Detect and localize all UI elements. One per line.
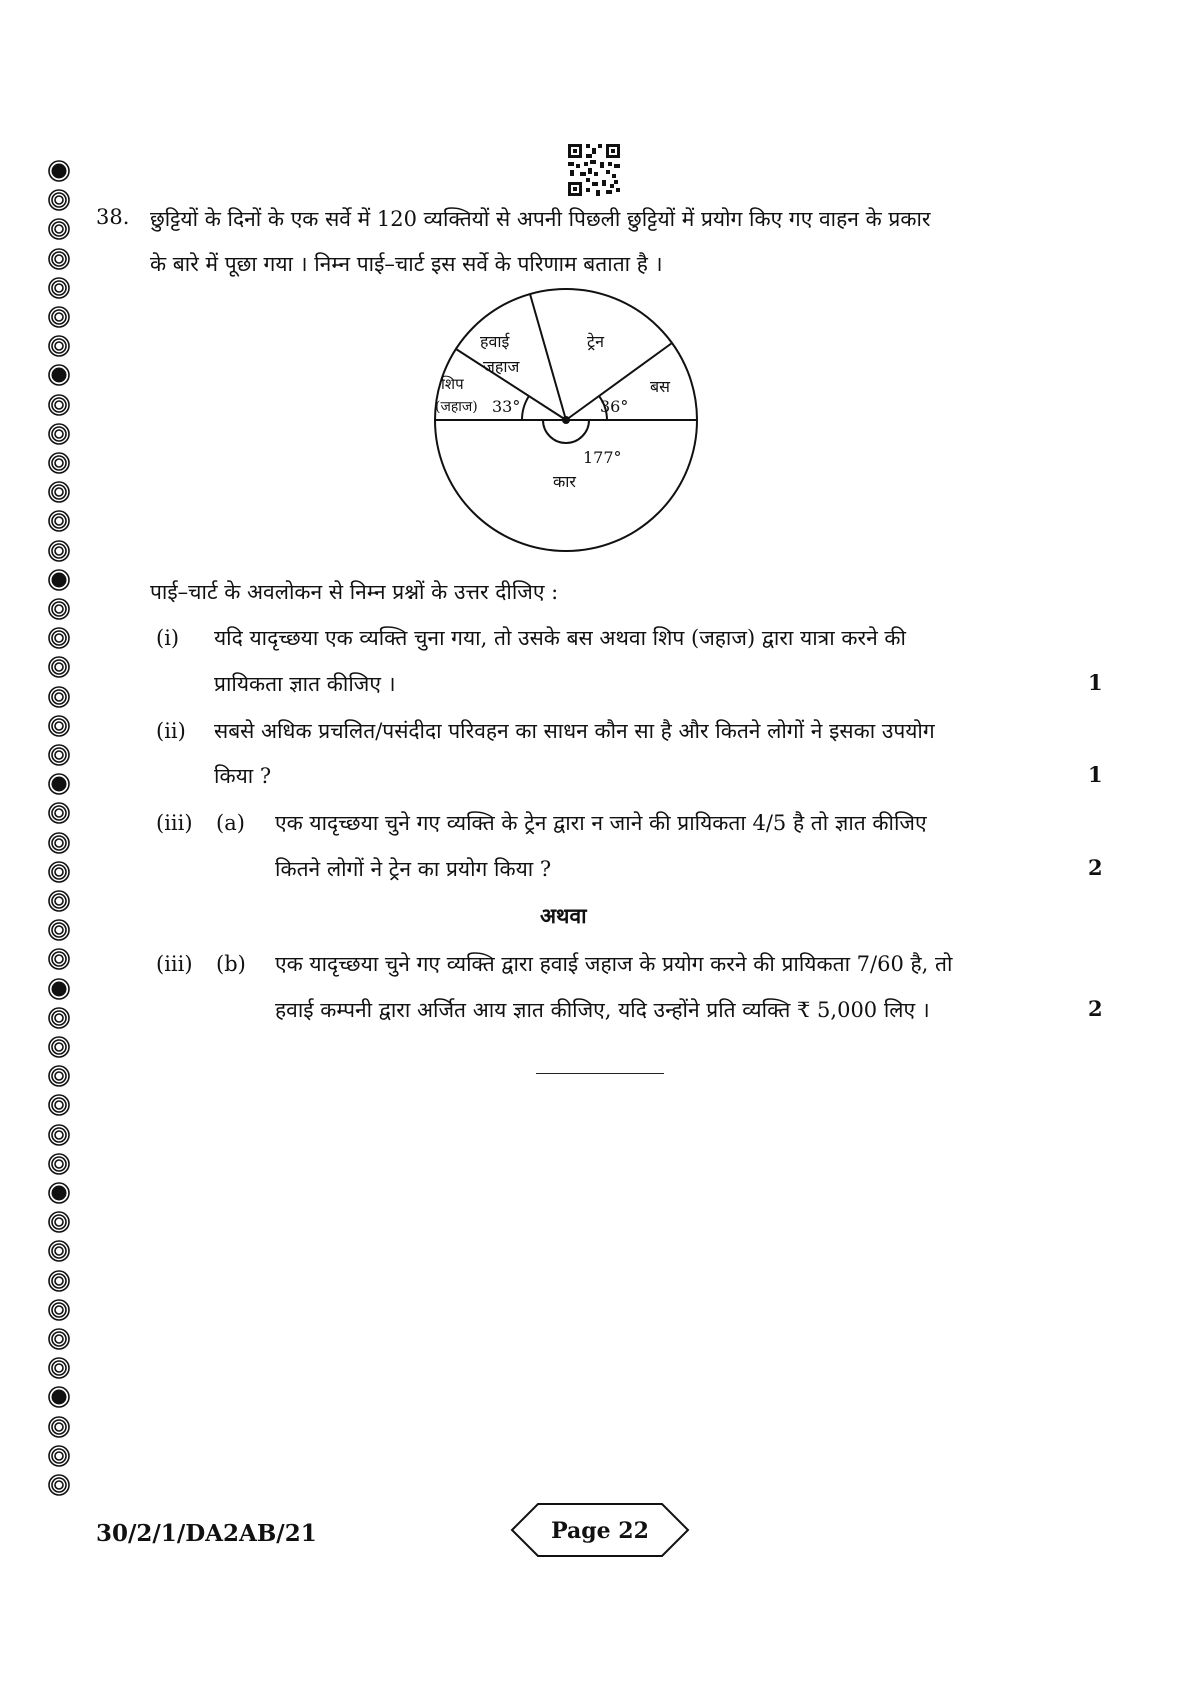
concentric-circle-marker-icon	[48, 715, 70, 737]
question-intro-line2: के बारे में पूछा गया । निम्न पाई–चार्ट इस सर्वे के परिणाम बताता है ।	[150, 252, 663, 276]
concentric-circle-marker-icon	[48, 1328, 70, 1350]
filled-circle-marker-icon	[48, 364, 70, 386]
pie-label-ship-line2: (जहाज)	[435, 399, 478, 415]
part-iiia-sub: (a)	[216, 811, 245, 835]
concentric-circle-marker-icon	[48, 656, 70, 678]
concentric-circle-marker-icon	[48, 423, 70, 445]
part-iiib-marks: 2	[1088, 996, 1103, 1021]
concentric-circle-marker-icon	[48, 1357, 70, 1379]
pie-angle-car: 177°	[583, 448, 622, 467]
pie-label-bus: बस	[650, 377, 670, 396]
concentric-circle-marker-icon	[48, 394, 70, 416]
concentric-circle-marker-icon	[48, 890, 70, 912]
concentric-circle-marker-icon	[48, 802, 70, 824]
pie-chart	[430, 286, 702, 558]
concentric-circle-marker-icon	[48, 1065, 70, 1087]
page-number: Page 22	[551, 1518, 649, 1544]
concentric-circle-marker-icon	[48, 540, 70, 562]
end-of-question-divider	[536, 1073, 664, 1074]
concentric-circle-marker-icon	[48, 1036, 70, 1058]
concentric-circle-marker-icon	[48, 1474, 70, 1496]
filled-circle-marker-icon	[48, 569, 70, 591]
pie-label-air-line2: जहाज	[483, 357, 520, 376]
part-ii-label: (ii)	[156, 719, 186, 743]
pie-label-car: कार	[553, 472, 576, 491]
concentric-circle-marker-icon	[48, 452, 70, 474]
part-i-line2: प्रायिकता ज्ञात कीजिए ।	[214, 672, 396, 696]
concentric-circle-marker-icon	[48, 248, 70, 270]
paper-code: 30/2/1/DA2AB/21	[96, 1520, 317, 1547]
part-iiib-line1: एक यादृच्छया चुने गए व्यक्ति द्वारा हवाई जहाज के प्रयोग करने की प्रायिकता 7/60 है, तो	[275, 952, 953, 976]
concentric-circle-marker-icon	[48, 218, 70, 240]
concentric-circle-marker-icon	[48, 1124, 70, 1146]
page-number-badge	[510, 1502, 690, 1558]
part-iiib-line2: हवाई कम्पनी द्वारा अर्जित आय ज्ञात कीजिए, यदि उन्होंने प्रति व्यक्ति ₹ 5,000 लिए ।	[275, 998, 930, 1022]
part-ii-marks: 1	[1088, 762, 1103, 787]
or-label: अथवा	[540, 903, 587, 928]
part-ii-line2: किया ?	[214, 764, 272, 788]
concentric-circle-marker-icon	[48, 1270, 70, 1292]
concentric-circle-marker-icon	[48, 861, 70, 883]
concentric-circle-marker-icon	[48, 277, 70, 299]
concentric-circle-marker-icon	[48, 306, 70, 328]
concentric-circle-marker-icon	[48, 1445, 70, 1467]
concentric-circle-marker-icon	[48, 1153, 70, 1175]
concentric-circle-marker-icon	[48, 744, 70, 766]
concentric-circle-marker-icon	[48, 1240, 70, 1262]
pie-angle-ship: 33°	[492, 397, 521, 416]
instruction-text: पाई–चार्ट के अवलोकन से निम्न प्रश्नों के उत्तर दीजिए :	[150, 580, 559, 604]
part-i-marks: 1	[1088, 670, 1103, 695]
part-i-label: (i)	[156, 626, 180, 650]
part-iiia-marks: 2	[1088, 855, 1103, 880]
concentric-circle-marker-icon	[48, 686, 70, 708]
concentric-circle-marker-icon	[48, 481, 70, 503]
concentric-circle-marker-icon	[48, 335, 70, 357]
pie-angle-bus: 36°	[600, 397, 629, 416]
part-i-line1: यदि यादृच्छया एक व्यक्ति चुना गया, तो उसके बस अथवा शिप (जहाज) द्वारा यात्रा करने की	[214, 626, 906, 650]
filled-circle-marker-icon	[48, 160, 70, 182]
filled-circle-marker-icon	[48, 773, 70, 795]
filled-circle-marker-icon	[48, 978, 70, 1000]
qr-code-icon	[568, 144, 620, 196]
part-ii-line1: सबसे अधिक प्रचलित/पसंदीदा परिवहन का साधन कौन सा है और कितने लोगों ने इसका उपयोग	[214, 719, 935, 743]
concentric-circle-marker-icon	[48, 1299, 70, 1321]
filled-circle-marker-icon	[48, 1386, 70, 1408]
filled-circle-marker-icon	[48, 1182, 70, 1204]
concentric-circle-marker-icon	[48, 1007, 70, 1029]
question-intro-line1: छुट्टियों के दिनों के एक सर्वे में 120 व्यक्तियों से अपनी पिछली छुट्टियों में प्रयोग किए गए वाहन के प्रकार	[150, 207, 931, 231]
concentric-circle-marker-icon	[48, 1416, 70, 1438]
question-number: 38.	[96, 205, 130, 229]
concentric-circle-marker-icon	[48, 919, 70, 941]
part-iiib-sub: (b)	[216, 952, 246, 976]
part-iiia-line2: कितने लोगों ने ट्रेन का प्रयोग किया ?	[275, 857, 552, 881]
concentric-circle-marker-icon	[48, 832, 70, 854]
concentric-circle-marker-icon	[48, 1094, 70, 1116]
pie-label-train: ट्रेन	[587, 332, 604, 351]
pie-label-air-line1: हवाई	[480, 332, 510, 351]
part-iiib-label: (iii)	[156, 952, 193, 976]
concentric-circle-marker-icon	[48, 598, 70, 620]
pie-label-ship-line1: शिप	[441, 375, 464, 393]
concentric-circle-marker-icon	[48, 1211, 70, 1233]
concentric-circle-marker-icon	[48, 948, 70, 970]
part-iiia-line1: एक यादृच्छया चुने गए व्यक्ति के ट्रेन द्वारा न जाने की प्रायिकता 4/5 है तो ज्ञात कीजिए	[275, 811, 927, 835]
concentric-circle-marker-icon	[48, 510, 70, 532]
concentric-circle-marker-icon	[48, 627, 70, 649]
concentric-circle-marker-icon	[48, 189, 70, 211]
part-iiia-label: (iii)	[156, 811, 193, 835]
